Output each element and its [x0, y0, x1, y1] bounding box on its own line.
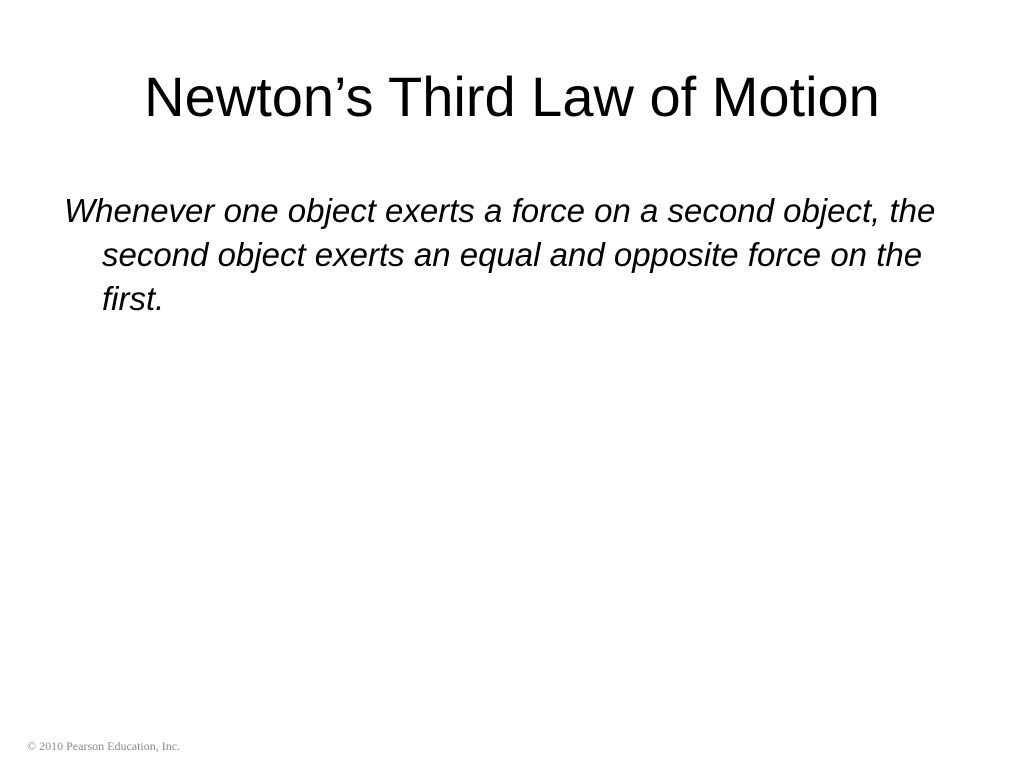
slide-body-text: Whenever one object exerts a force on a second object, the second object exerts an equal and opposite force on the first. — [64, 192, 936, 317]
copyright-footer: © 2010 Pearson Education, Inc. — [27, 739, 181, 753]
slide-title: Newton’s Third Law of Motion — [144, 65, 880, 128]
